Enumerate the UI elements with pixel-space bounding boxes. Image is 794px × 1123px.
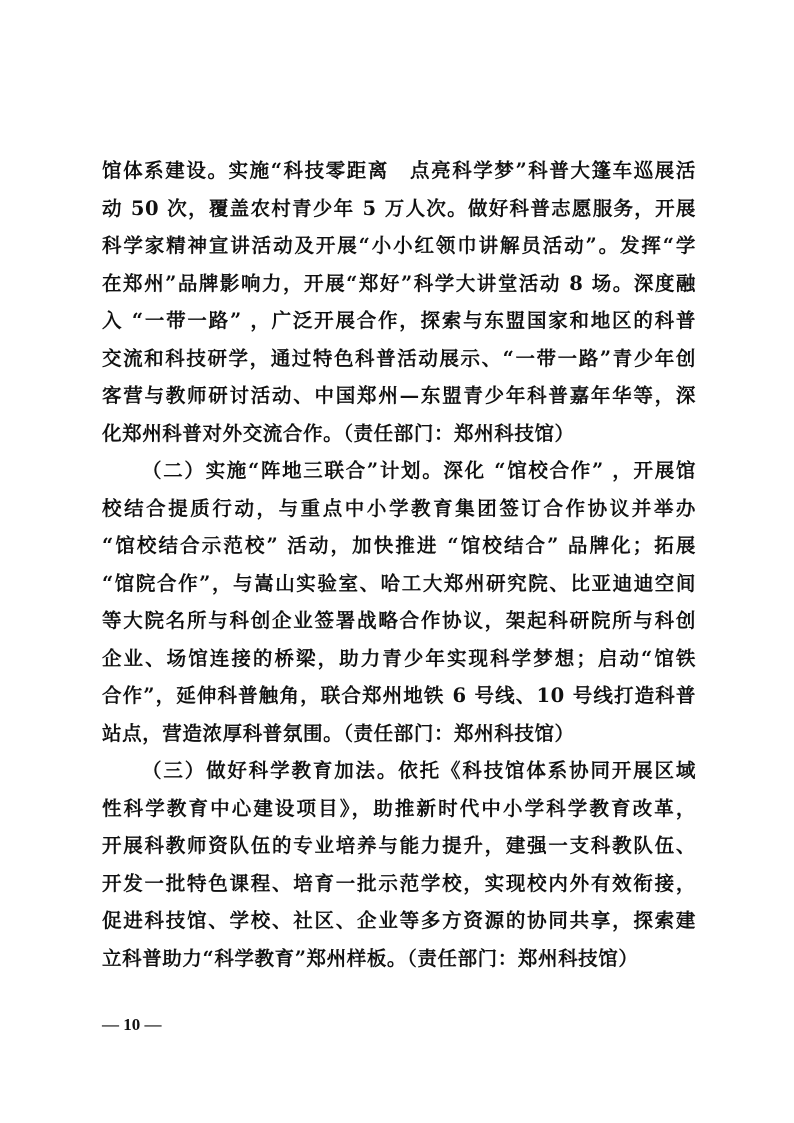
page-number: — 10 —	[102, 1015, 162, 1034]
text-line: 性科学教育中心建设项目》，助推新时代中小学科学教育改革，	[102, 796, 696, 820]
text-line: 站点，营造浓厚科普氛围。（责任部门：郑州科技馆）	[102, 721, 575, 745]
text-line: 化郑州科普对外交流合作。（责任部门：郑州科技馆）	[102, 421, 575, 445]
text-line: 企业、场馆连接的桥梁，助力青少年实现科学梦想；启动“馆铁	[102, 646, 696, 670]
text-line: 馆体系建设。实施“科技零距离 点亮科学梦”科普大篷车巡展活	[102, 159, 696, 182]
text-line: 促进科技馆、学校、社区、企业等多方资源的协同共享，探索建	[102, 909, 696, 932]
text-line: 交流和科技研学，通过特色科普活动展示、“一带一路”青少年创	[102, 346, 696, 370]
text-line: 开展科教师资队伍的专业培养与能力提升，建强一支科教队伍、	[102, 834, 696, 857]
section-heading-line: （三）做好科学教育加法。依托《科技馆体系协同开展区域	[142, 759, 696, 782]
text-line: 等大院名所与科创企业签署战略合作协议，架起科研院所与科创	[102, 609, 696, 632]
paragraph-section-3	[102, 752, 696, 977]
text-line: 科学家精神宣讲活动及开展“小小红领巾讲解员活动”。发挥“学	[102, 234, 696, 257]
text-line: 客营与教师研讨活动、中国郑州—东盟青少年科普嘉年华等，深	[102, 384, 696, 407]
document-body	[102, 152, 696, 977]
text-line: 动 50 次，覆盖农村青少年 5 万人次。做好科普志愿服务，开展	[102, 196, 696, 220]
paragraph-section-2	[102, 452, 696, 752]
text-line: 在郑州”品牌影响力，开展“郑好”科学大讲堂活动 8 场。深度融	[102, 271, 696, 295]
paragraph-continuation	[102, 152, 696, 452]
text-line: 入 “一带一路” ，广泛开展合作，探索与东盟国家和地区的科普	[102, 309, 696, 332]
text-line: 开发一批特色课程、培育一批示范学校，实现校内外有效衔接，	[102, 871, 696, 895]
text-line: 立科普助力“科学教育”郑州样板。（责任部门：郑州科技馆）	[102, 946, 639, 970]
text-line: “馆校结合示范校” 活动，加快推进 “馆校结合” 品牌化；拓展	[102, 534, 696, 557]
text-line: 合作”，延伸科普触角，联合郑州地铁 6 号线、10 号线打造科普	[102, 684, 696, 707]
section-heading-line: （二）实施“阵地三联合”计划。深化 “馆校合作” ，开展馆	[142, 459, 696, 482]
text-line: 校结合提质行动，与重点中小学教育集团签订合作协议并举办	[102, 496, 696, 520]
text-line: “馆院合作”，与嵩山实验室、哈工大郑州研究院、比亚迪迪空间	[102, 571, 696, 595]
